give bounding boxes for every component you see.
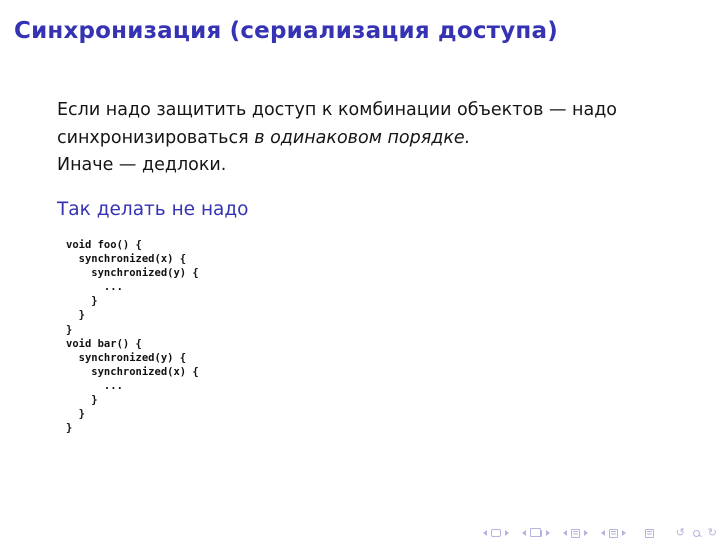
body-line-2-regular: синхронизироваться	[57, 127, 255, 148]
block-subtitle: Так делать не надо	[57, 199, 249, 220]
document-icon[interactable]	[645, 529, 654, 538]
forward-icon[interactable]: ↻	[707, 526, 717, 539]
slide-body-paragraph	[57, 97, 657, 180]
slide-nav-group	[483, 529, 509, 537]
slide-icon[interactable]	[491, 529, 501, 537]
next-section-icon[interactable]	[622, 530, 626, 536]
subsection-nav-group	[563, 529, 588, 538]
code-line: ...	[66, 281, 123, 294]
frame-nav-group	[522, 530, 550, 537]
section-icon[interactable]	[609, 529, 618, 538]
prev-section-icon[interactable]	[601, 530, 605, 536]
code-line: }	[66, 323, 73, 336]
body-line-3	[57, 152, 657, 180]
code-line: }	[66, 408, 85, 421]
back-icon[interactable]: ↺	[675, 526, 685, 539]
next-frame-icon[interactable]	[546, 530, 550, 536]
code-line: synchronized(y) {	[66, 351, 187, 364]
frame-icon[interactable]	[533, 530, 542, 537]
document-nav-group	[645, 529, 654, 538]
body-line-2	[57, 125, 657, 153]
body-line-1-text: Если надо защитить доступ к комбинации объектов — надо	[57, 100, 618, 120]
slide-title: Синхронизация (сериализация доступа)	[14, 18, 558, 44]
prev-subsection-icon[interactable]	[563, 530, 567, 536]
code-line: }	[66, 394, 98, 407]
beamer-navigation-bar	[483, 527, 717, 539]
code-block	[66, 238, 199, 435]
next-slide-icon[interactable]	[505, 530, 509, 536]
code-line: }	[66, 309, 85, 322]
body-line-1	[57, 97, 657, 125]
code-line: synchronized(y) {	[66, 267, 199, 280]
code-line: ...	[66, 379, 123, 392]
code-line: }	[66, 422, 73, 435]
next-subsection-icon[interactable]	[584, 530, 588, 536]
history-nav-group	[676, 528, 717, 538]
code-line: synchronized(x) {	[66, 365, 199, 378]
code-line: void bar() {	[66, 337, 142, 350]
prev-frame-icon[interactable]	[522, 530, 526, 536]
code-line: }	[66, 295, 98, 308]
subsection-icon[interactable]	[571, 529, 580, 538]
prev-slide-icon[interactable]	[483, 530, 487, 536]
search-icon[interactable]	[693, 530, 700, 537]
body-line-3-text: Иначе — дедлоки.	[57, 155, 227, 175]
body-line-2-italic: в одинаковом порядке.	[254, 127, 471, 148]
code-line: synchronized(x) {	[66, 253, 187, 266]
code-line: void foo() {	[66, 239, 142, 251]
section-nav-group	[601, 529, 626, 538]
